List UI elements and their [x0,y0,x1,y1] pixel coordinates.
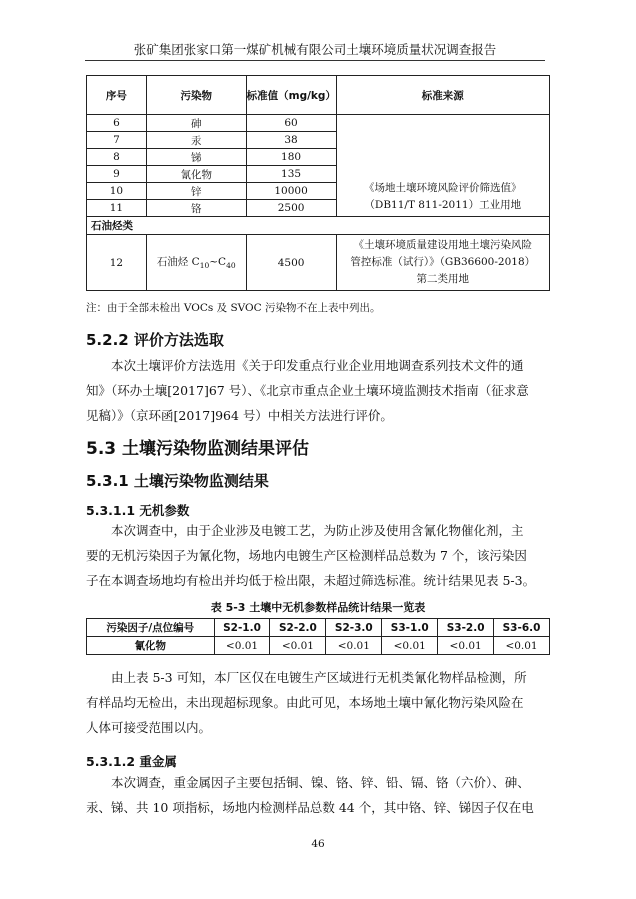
pollutant-name-prefix: 石油烃 C [156,256,200,269]
row-value: 2500 [246,200,336,217]
header-rule [85,60,545,61]
row-value: 180 [246,149,336,166]
table-group-row [87,217,550,235]
subscript: 40 [226,261,236,271]
pollutant-standard-table [86,75,550,291]
paragraph-table-conclusion [86,665,550,740]
col-header-source: 标准来源 [336,76,549,115]
result-value: <0.01 [214,637,270,655]
col-header-point: S3-1.0 [382,619,438,637]
source-cell-gb36600 [336,235,549,291]
source-line: 《场地土壤环境风险评价筛选值》 [364,182,522,194]
col-header-point: S2-3.0 [326,619,382,637]
section-heading-5-3-1: 5.3.1 土壤污染物监测结果 [86,472,269,490]
section-heading-5-3-1-2: 5.3.1.2 重金属 [86,754,177,769]
row-no: 12 [87,235,147,291]
paragraph-line: 子在本调查场地均有检出并均低于检出限，未超过筛选标准。统计结果见表 5-3。 [86,573,536,588]
table-row [87,115,550,132]
col-header-no: 序号 [87,76,147,115]
section-heading-5-3-1-1: 5.3.1.1 无机参数 [86,503,190,518]
paragraph-line: 本次调查，重金属因子主要包括铜、镍、铬、锌、铅、镉、铬（六价）、砷、 [111,775,530,790]
table-row [87,637,550,655]
paragraph-line: 汞、锑、共 10 项指标，场地内检测样品总数 44 个，其中铬、锌、锑因子仅在电 [86,800,534,815]
row-value: 4500 [246,235,336,291]
paragraph-line: 知》（环办土壤[2017]67 号）、《北京市重点企业土壤环境监测技术指南（征求意 [86,383,529,398]
paragraph-line: 要的无机污染因子为氰化物，场地内电镀生产区检测样品总数为 7 个，该污染因 [86,548,527,563]
source-cell-db11 [336,115,549,217]
row-label-cyanide: 氰化物 [87,637,215,655]
subscript: 10 [199,261,210,271]
group-label-petroleum: 石油烃类 [87,217,550,235]
paragraph-line: 有样品均无检出，未出现超标现象。由此可见，本场地土壤中氰化物污染风险在 [86,695,524,710]
row-pollutant: 氰化物 [146,166,246,183]
row-no: 10 [87,183,147,200]
row-no: 7 [87,132,147,149]
row-pollutant: 汞 [146,132,246,149]
table-row [87,235,550,291]
paragraph-line: 本次土壤评价方法选用《关于印发重点行业企业用地调查系列技术文件的通 [111,358,524,373]
paragraph-inorganic [86,518,550,593]
row-pollutant [146,235,246,291]
pollutant-name-mid: ~C [209,256,227,269]
source-line: 第二类用地 [416,273,469,285]
paragraph-line: 本次调查中，由于企业涉及电镀工艺，为防止涉及使用含氰化物催化剂，主 [111,523,524,538]
row-pollutant: 锌 [146,183,246,200]
result-value: <0.01 [270,637,326,655]
inorganic-results-table [86,618,550,655]
section-heading-5-3: 5.3 土壤污染物监测结果评估 [86,439,310,459]
section-heading-5-2-2: 5.2.2 评价方法选取 [86,331,224,349]
row-no: 6 [87,115,147,132]
col-header-standard-value: 标准值（mg/kg） [246,76,336,115]
row-pollutant: 砷 [146,115,246,132]
result-value: <0.01 [438,637,494,655]
result-value: <0.01 [382,637,438,655]
table-caption: 表 5-3 土壤中无机参数样品统计结果一览表 [210,601,426,614]
source-line: 《土壤环境质量建设用地土壤污染风险 [353,239,532,251]
col-header-point: S3-6.0 [494,619,550,637]
row-value: 38 [246,132,336,149]
row-no: 11 [87,200,147,217]
col-header-point: S3-2.0 [438,619,494,637]
row-value: 60 [246,115,336,132]
row-pollutant: 锑 [146,149,246,166]
source-line: （DB11/T 811-2011）工业用地 [364,199,522,211]
paragraph-evaluation-method [86,353,550,428]
row-value: 135 [246,166,336,183]
paragraph-line: 由上表 5-3 可知，本厂区仅在电镀生产区域进行无机类氰化物样品检测，所 [111,670,527,685]
running-header: 张矿集团张家口第一煤矿机械有限公司土壤环境质量状况调查报告 [133,42,497,57]
row-no: 8 [87,149,147,166]
row-pollutant: 铬 [146,200,246,217]
table-header-row [87,76,550,115]
source-line: 管控标准（试行）》（GB36600-2018） [350,256,536,268]
result-value: <0.01 [326,637,382,655]
result-value: <0.01 [494,637,550,655]
table-note: 注：由于全部未检出 VOCs 及 SVOC 污染物不在上表中列出。 [86,302,381,314]
table-header-row [87,619,550,637]
row-no: 9 [87,166,147,183]
col-header-pollutant: 污染物 [146,76,246,115]
col-header-factor: 污染因子/点位编号 [87,619,215,637]
paragraph-line: 人体可接受范围以内。 [86,720,212,735]
row-value: 10000 [246,183,336,200]
paragraph-line: 见稿）》（京环函[2017]964 号）中相关方法进行评价。 [86,408,393,423]
col-header-point: S2-2.0 [270,619,326,637]
col-header-point: S2-1.0 [214,619,270,637]
page-number: 46 [311,838,325,850]
paragraph-heavy-metals [86,770,550,820]
